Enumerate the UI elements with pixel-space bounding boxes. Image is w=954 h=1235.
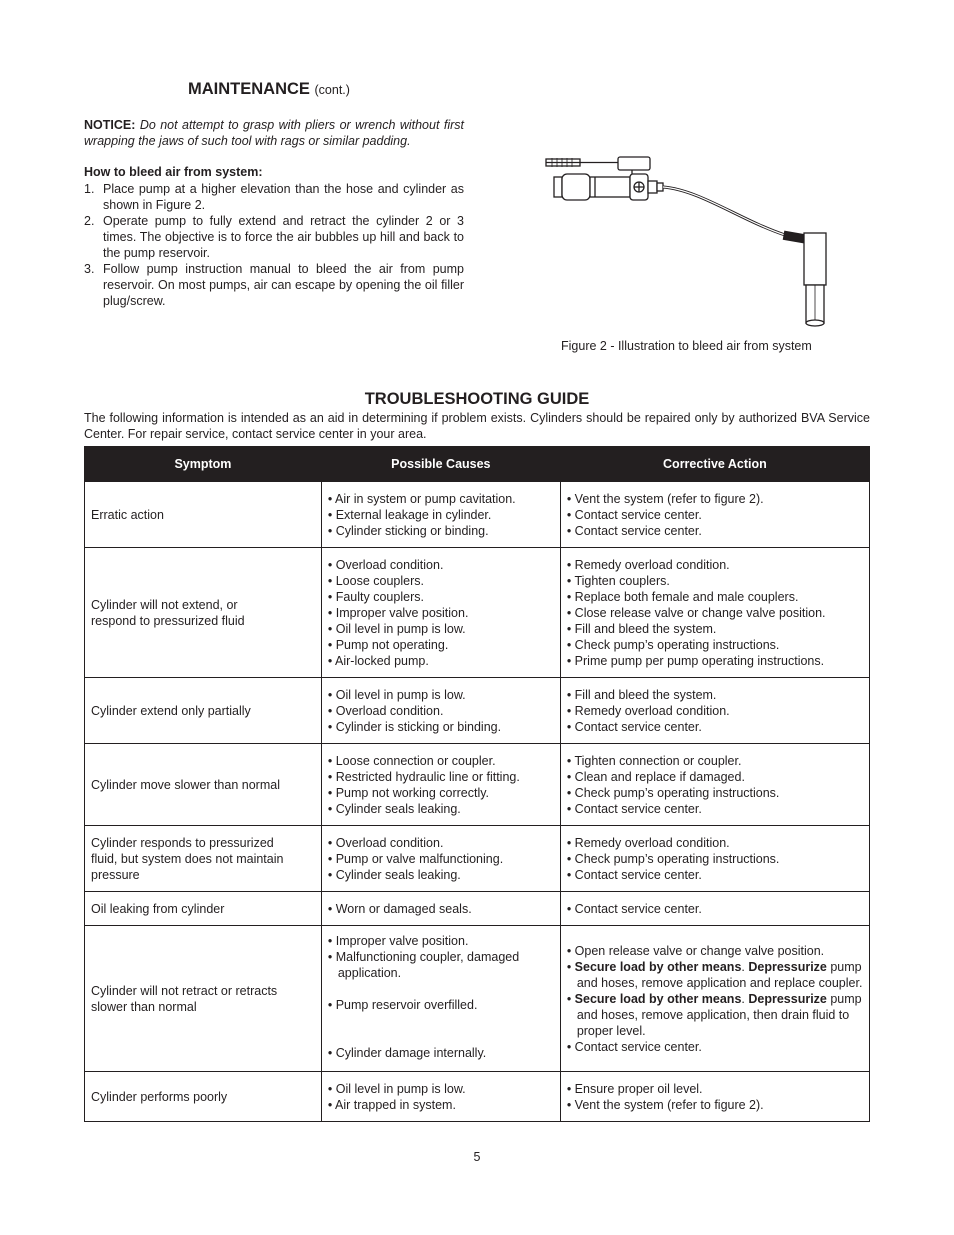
notice-label: NOTICE: xyxy=(84,118,136,132)
list-item: • Pump reservoir overfilled. xyxy=(327,998,478,1012)
list-item: • Contact service center. xyxy=(566,801,702,816)
list-item: • Contact service center. xyxy=(566,867,702,882)
action-cell xyxy=(560,926,869,1072)
figure-2-pump-cylinder-illustration xyxy=(540,150,840,335)
bleed-heading: How to bleed air from system: xyxy=(84,165,263,179)
action-cell xyxy=(560,826,869,892)
causes-cell xyxy=(321,1072,560,1122)
section-title-troubleshooting: TROUBLESHOOTING GUIDE xyxy=(364,390,590,408)
action-cell xyxy=(560,892,869,926)
bleed-step xyxy=(84,181,464,213)
action-cell xyxy=(560,678,869,744)
action-cell xyxy=(560,744,869,826)
list-item: • Pump or valve malfunctioning. xyxy=(327,851,504,866)
symptom-cell xyxy=(85,548,322,678)
list-item: • Cylinder damage internally. xyxy=(327,1046,487,1060)
bleed-steps-list xyxy=(84,181,464,309)
symptom-line: Cylinder will not extend, or xyxy=(91,597,238,612)
list-item: • Remedy overload condition. xyxy=(566,703,730,718)
list-item: • Vent the system (refer to figure 2). xyxy=(566,491,764,506)
symptom-line: fluid, but system does not maintain xyxy=(91,851,284,866)
list-item: • Check pump’s operating instructions. xyxy=(566,851,780,866)
list-item: • Tighten connection or coupler. xyxy=(566,753,742,768)
action-cell xyxy=(560,548,869,678)
causes-cell xyxy=(321,548,560,678)
list-item: • Remedy overload condition. xyxy=(566,835,730,850)
list-item: • Prime pump per pump operating instructions. xyxy=(566,653,825,668)
table-row xyxy=(85,744,870,826)
step-text: Place pump at a higher elevation than the hose and cylinder as shown in Figure 2. xyxy=(103,182,464,212)
step-number: 3. xyxy=(84,262,95,276)
list-item: • Check pump’s operating instructions. xyxy=(566,785,780,800)
figure-caption: Figure 2 - Illustration to bleed air from system xyxy=(561,339,812,353)
step-number: 1. xyxy=(84,182,95,196)
list-item: • Air trapped in system. xyxy=(327,1097,456,1112)
column-header-causes: Possible Causes xyxy=(321,447,560,482)
bleed-step xyxy=(84,213,464,261)
list-item: • Pump not working correctly. xyxy=(327,785,490,800)
list-item: • External leakage in cylinder. xyxy=(327,507,492,522)
causes-cell xyxy=(321,678,560,744)
table-row xyxy=(85,892,870,926)
troubleshooting-table xyxy=(84,446,870,1122)
list-item: • Improper valve position. xyxy=(327,605,469,620)
list-item: • Cylinder sticking or binding. xyxy=(327,523,489,538)
list-item: • Open release valve or change valve position. xyxy=(566,943,825,958)
symptom-cell xyxy=(85,744,322,826)
list-item: • Cylinder seals leaking. xyxy=(327,801,461,816)
table-row xyxy=(85,1072,870,1122)
list-item: • Restricted hydraulic line or fitting. xyxy=(327,769,520,784)
list-item: • Air in system or pump cavitation. xyxy=(327,491,516,506)
symptom-line: Cylinder extend only partially xyxy=(91,703,251,718)
list-item: • Loose connection or coupler. xyxy=(327,753,496,768)
symptom-cell xyxy=(85,826,322,892)
list-item: • Ensure proper oil level. xyxy=(566,1081,703,1096)
list-item: • Cylinder is sticking or binding. xyxy=(327,719,502,734)
causes-cell xyxy=(321,926,560,1072)
list-item: • Oil level in pump is low. xyxy=(327,687,466,702)
list-item: • Faulty couplers. xyxy=(327,589,424,604)
column-header-action: Corrective Action xyxy=(560,447,869,482)
symptom-line: Oil leaking from cylinder xyxy=(91,901,225,916)
table-header-row xyxy=(85,447,870,482)
maintenance-title-suffix: (cont.) xyxy=(314,83,350,97)
list-item: • Fill and bleed the system. xyxy=(566,687,717,702)
section-title-maintenance xyxy=(188,80,350,99)
list-item: • Overload condition. xyxy=(327,703,444,718)
list-item: • Clean and replace if damaged. xyxy=(566,769,745,784)
symptom-line: pressure xyxy=(91,867,140,882)
symptom-cell xyxy=(85,892,322,926)
symptom-line: Cylinder will not retract or retracts xyxy=(91,983,278,998)
list-item: • Contact service center. xyxy=(566,523,702,538)
list-item: • Contact service center. xyxy=(566,507,702,522)
symptom-cell xyxy=(85,1072,322,1122)
symptom-line: respond to pressurized fluid xyxy=(91,613,245,628)
list-item: • Check pump’s operating instructions. xyxy=(566,637,780,652)
list-item: • Loose couplers. xyxy=(327,573,424,588)
symptom-cell xyxy=(85,926,322,1072)
list-item: • Overload condition. xyxy=(327,835,444,850)
list-item: • Contact service center. xyxy=(566,901,702,916)
symptom-line: slower than normal xyxy=(91,999,197,1014)
list-item: • Tighten couplers. xyxy=(566,573,670,588)
list-item: • Improper valve position. xyxy=(327,934,469,948)
list-item: • Oil level in pump is low. xyxy=(327,1081,466,1096)
notice-paragraph xyxy=(84,117,464,149)
symptom-line: Cylinder move slower than normal xyxy=(91,777,280,792)
list-item: • Oil level in pump is low. xyxy=(327,621,466,636)
list-item: • Pump not operating. xyxy=(327,637,449,652)
list-item: • Secure load by other means. Depressurize pump and hoses, remove application, then drain fluid to proper level. xyxy=(566,991,862,1038)
maintenance-title: MAINTENANCE xyxy=(188,80,310,98)
symptom-line: Erratic action xyxy=(91,507,164,522)
symptom-line: Cylinder performs poorly xyxy=(91,1089,228,1104)
symptom-cell xyxy=(85,482,322,548)
table-row xyxy=(85,678,870,744)
notice-text: Do not attempt to grasp with pliers or wrench without first wrapping the jaws of such tool with rags or similar padding. xyxy=(84,118,464,148)
bleed-step xyxy=(84,261,464,309)
list-item: • Malfunctioning coupler, damaged application. xyxy=(327,950,520,980)
causes-cell xyxy=(321,826,560,892)
table-row xyxy=(85,482,870,548)
action-cell xyxy=(560,1072,869,1122)
step-number: 2. xyxy=(84,214,95,228)
list-item: • Remedy overload condition. xyxy=(566,557,730,572)
causes-cell xyxy=(321,482,560,548)
list-item: • Replace both female and male couplers. xyxy=(566,589,799,604)
table-row xyxy=(85,826,870,892)
causes-cell xyxy=(321,892,560,926)
list-item: • Vent the system (refer to figure 2). xyxy=(566,1097,764,1112)
list-item: • Contact service center. xyxy=(566,1039,702,1054)
symptom-cell xyxy=(85,678,322,744)
list-item: • Air-locked pump. xyxy=(327,653,429,668)
action-cell xyxy=(560,482,869,548)
list-item: • Worn or damaged seals. xyxy=(327,901,472,916)
column-header-symptom: Symptom xyxy=(85,447,322,482)
troubleshooting-intro: The following information is intended as an aid in determining if problem exists. Cylinders should be repaired only by authorized BVA Service Center. For repair service, contact service center in your area. xyxy=(84,411,870,441)
list-item: • Close release valve or change valve position. xyxy=(566,605,826,620)
table-row xyxy=(85,548,870,678)
list-item: • Contact service center. xyxy=(566,719,702,734)
step-text: Follow pump instruction manual to bleed the air from pump reservoir. On most pumps, air can escape by opening the oil filler plug/screw. xyxy=(103,262,464,308)
page-number: 5 xyxy=(473,1150,481,1164)
list-item: • Fill and bleed the system. xyxy=(566,621,717,636)
list-item: • Overload condition. xyxy=(327,557,444,572)
causes-cell xyxy=(321,744,560,826)
list-item: • Secure load by other means. Depressurize pump and hoses, remove application and replace coupler. xyxy=(566,959,863,990)
table-row xyxy=(85,926,870,1072)
list-item: • Cylinder seals leaking. xyxy=(327,867,461,882)
step-text: Operate pump to fully extend and retract the cylinder 2 or 3 times. The objective is to force the air bubbles up hill and back to the pump reservoir. xyxy=(103,214,464,260)
symptom-line: Cylinder responds to pressurized xyxy=(91,835,274,850)
